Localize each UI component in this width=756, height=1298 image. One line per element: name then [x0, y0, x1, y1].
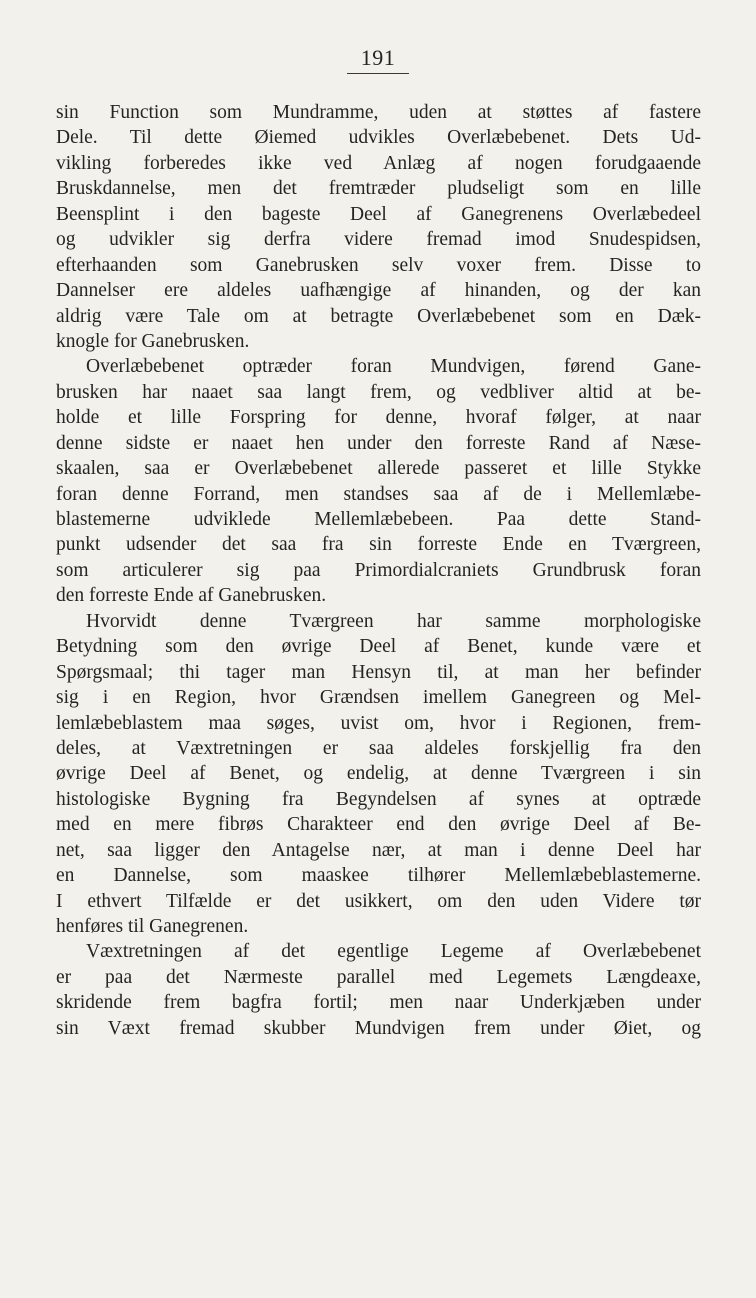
text-line: Hvorvidt denne Tværgreen har samme morphologiske — [86, 610, 701, 632]
text-line: sig i en Region, hvor Grændsen imellem Ganegreen og Mel- — [56, 687, 701, 709]
text-line: efterhaanden som Ganebrusken selv voxer frem. Disse to — [56, 254, 701, 276]
text-line: øvrige Deel af Benet, og endelig, at denne Tværgreen i sin — [56, 763, 701, 785]
text-line: Dele. Til dette Øiemed udvikles Overlæbebenet. Dets Ud- — [56, 127, 701, 149]
text-line: blastemerne udviklede Mellemlæbebeen. Paa dette Stand- — [56, 509, 701, 530]
text-line: som articulerer sig paa Primordialcraniets Grundbrusk foran — [56, 559, 701, 581]
body-text — [56, 100, 701, 1041]
text-line: foran denne Forrand, men standses saa af de i Mellemlæbe- — [56, 483, 701, 505]
text-line: med en mere fibrøs Charakteer end den øvrige Deel af Be- — [56, 814, 701, 836]
text-line: og udvikler sig derfra videre fremad imod Snudespidsen, — [56, 229, 701, 251]
text-line: aldrig være Tale om at betragte Overlæbebenet som en Dæk- — [56, 305, 701, 327]
text-line: skridende frem bagfra fortil; men naar Underkjæben under — [56, 992, 701, 1014]
text-line: knogle for Ganebrusken. — [56, 330, 250, 352]
text-line: lemlæbeblastem maa søges, uvist om, hvor i Regionen, frem- — [56, 712, 701, 734]
text-line: holde et lille Forspring for denne, hvoraf følger, at naar — [56, 407, 701, 429]
text-line: er paa det Nærmeste parallel med Legemets Længdeaxe, — [56, 966, 701, 988]
text-line: punkt udsender det saa fra sin forreste Ende en Tværgreen, — [56, 534, 701, 556]
text-line: Bruskdannelse, men det fremtræder pludseligt som en lille — [56, 178, 701, 200]
text-line: net, saa ligger den Antagelse nær, at man i denne Deel har — [56, 839, 701, 861]
text-line: skaalen, saa er Overlæbebenet allerede passeret et lille Stykke — [56, 458, 701, 480]
text-line: den forreste Ende af Ganebrusken. — [56, 585, 327, 607]
text-line: Overlæbebenet optræder foran Mundvigen, førend Gane- — [86, 356, 701, 378]
text-line: Betydning som den øvrige Deel af Benet, kunde være et — [56, 636, 701, 658]
text-line: sin Væxt fremad skubber Mundvigen frem under Øiet, og — [56, 1017, 701, 1039]
page-number: 191 — [347, 46, 410, 74]
text-line: brusken har naaet saa langt frem, og vedbliver altid at be- — [56, 381, 701, 403]
text-line: histologiske Bygning fra Begyndelsen af synes at optræde — [56, 788, 701, 810]
text-line: I ethvert Tilfælde er det usikkert, om den uden Videre tør — [56, 890, 701, 912]
text-line: sin Function som Mundramme, uden at støttes af fastere — [56, 102, 701, 123]
text-line: Beensplint i den bageste Deel af Ganegrenens Overlæbedeel — [56, 203, 701, 225]
text-line: deles, at Væxtretningen er saa aldeles forskjellig fra den — [56, 737, 701, 759]
text-line: en Dannelse, som maaskee tilhører Mellemlæbeblastemerne. — [56, 865, 701, 887]
page-header — [0, 46, 756, 74]
text-line: Væxtretningen af det egentlige Legeme af Overlæbebenet — [86, 941, 701, 963]
text-line: Spørgsmaal; thi tager man Hensyn til, at man her befinder — [56, 661, 701, 683]
text-line: vikling forberedes ikke ved Anlæg af nogen forudgaaende — [56, 152, 701, 174]
text-line: Dannelser ere aldeles uafhængige af hinanden, og der kan — [56, 280, 701, 302]
text-line: denne sidste er naaet hen under den forreste Rand af Næse- — [56, 432, 701, 454]
text-line: henføres til Ganegrenen. — [56, 916, 249, 937]
